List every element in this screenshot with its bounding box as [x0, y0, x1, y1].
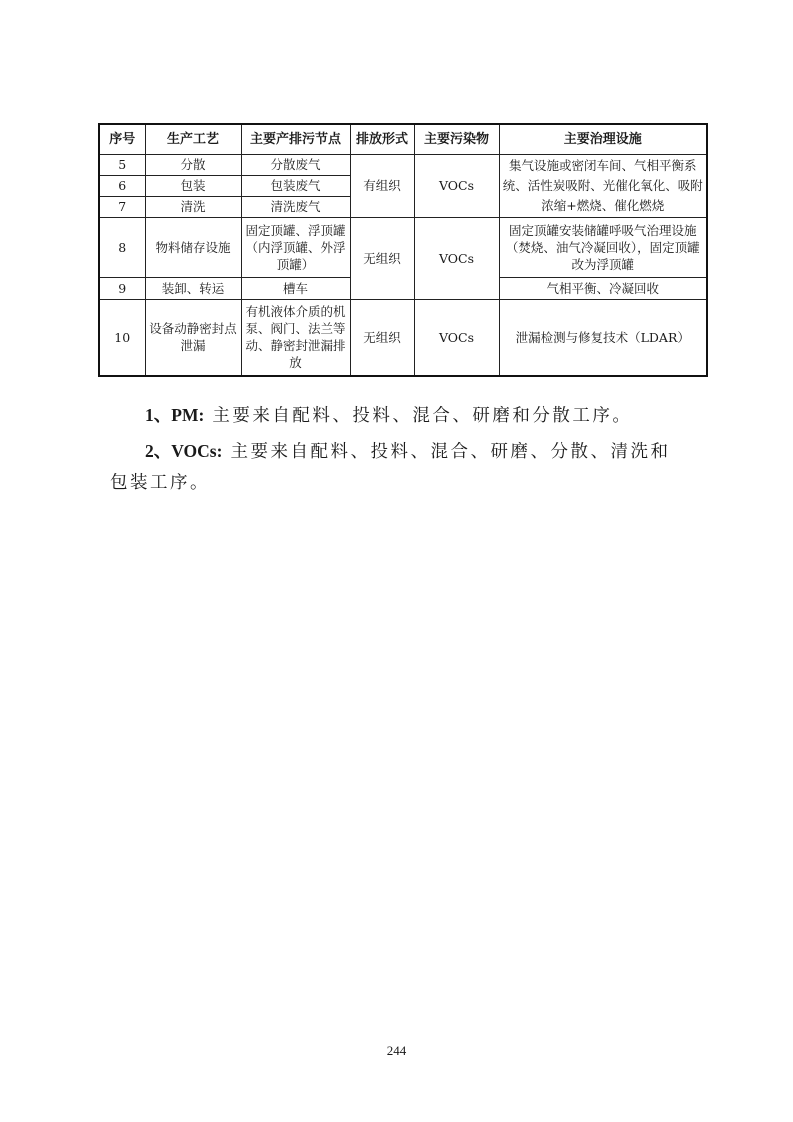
- cell-no: 7: [99, 196, 145, 217]
- cell-facility: 固定顶罐安装储罐呼吸气治理设施（焚烧、油气冷凝回收），固定顶罐改为浮顶罐: [499, 217, 707, 277]
- paragraph-pm: [145, 398, 745, 433]
- cell-pollutant: VOCs: [414, 217, 499, 299]
- cell-no: 10: [99, 299, 145, 376]
- cell-emission: 有组织: [350, 154, 414, 217]
- cell-process: 包装: [145, 175, 241, 196]
- cell-emission: 无组织: [350, 217, 414, 299]
- cell-process: 物料储存设施: [145, 217, 241, 277]
- page-number: 244: [386, 1043, 407, 1058]
- cell-no: 5: [99, 154, 145, 175]
- table-row: [99, 217, 707, 277]
- paragraph-pm-text: 主要来自配料、投料、混合、研磨和分散工序。: [212, 406, 633, 426]
- cell-node: 有机液体介质的机泵、阀门、法兰等动、静密封泄漏排放: [241, 299, 350, 376]
- header-pollutant: 主要污染物: [414, 124, 499, 154]
- table-row: [99, 299, 707, 376]
- cell-emission: 无组织: [350, 299, 414, 376]
- cell-node: 槽车: [241, 277, 350, 299]
- cell-process: 分散: [145, 154, 241, 175]
- cell-node: 清洗废气: [241, 196, 350, 217]
- cell-node: 固定顶罐、浮顶罐（内浮顶罐、外浮顶罐）: [241, 217, 350, 277]
- header-facility: 主要治理设施: [499, 124, 707, 154]
- cell-node: 包装废气: [241, 175, 350, 196]
- cell-pollutant: VOCs: [414, 154, 499, 217]
- paragraph-vocs-label: 2、VOCs:: [145, 441, 223, 461]
- cell-process: 装卸、转运: [145, 277, 241, 299]
- cell-facility: 泄漏检测与修复技术（LDAR）: [499, 299, 707, 376]
- cell-facility: 气相平衡、冷凝回收: [499, 277, 707, 299]
- paragraph-vocs-continuation: [110, 466, 710, 500]
- paragraph-vocs-text-line2: 包装工序。: [110, 473, 210, 493]
- cell-facility: 集气设施或密闭车间、气相平衡系统、活性炭吸附、光催化氧化、吸附浓缩+燃烧、催化燃烧: [499, 154, 707, 217]
- table-row: [99, 154, 707, 175]
- table-header-row: [99, 124, 707, 154]
- paragraph-vocs: [145, 434, 715, 469]
- pollution-control-table: [98, 123, 708, 377]
- cell-process: 设备动静密封点泄漏: [145, 299, 241, 376]
- cell-no: 8: [99, 217, 145, 277]
- header-emission: 排放形式: [350, 124, 414, 154]
- cell-pollutant: VOCs: [414, 299, 499, 376]
- header-node: 主要产排污节点: [241, 124, 350, 154]
- cell-process: 清洗: [145, 196, 241, 217]
- cell-no: 6: [99, 175, 145, 196]
- header-no: 序号: [99, 124, 145, 154]
- cell-no: 9: [99, 277, 145, 299]
- paragraph-vocs-text-line1: 主要来自配料、投料、混合、研磨、分散、清洗和: [230, 442, 671, 462]
- header-process: 生产工艺: [145, 124, 241, 154]
- cell-node: 分散废气: [241, 154, 350, 175]
- paragraph-pm-label: 1、PM:: [145, 405, 205, 425]
